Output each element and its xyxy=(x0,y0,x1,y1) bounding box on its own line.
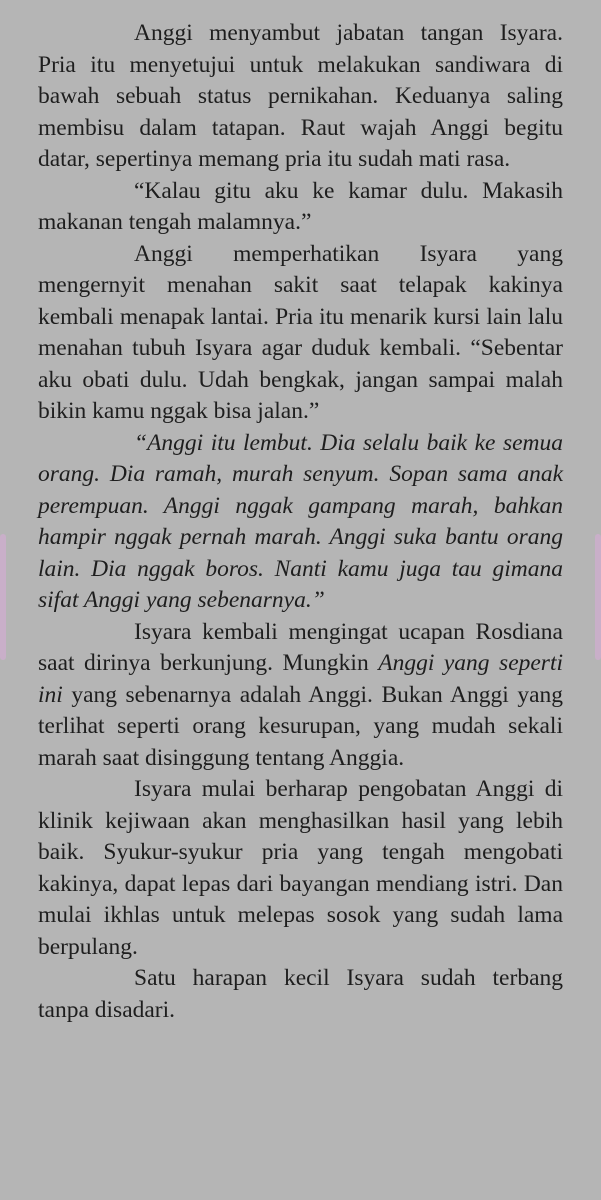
paragraph-6 xyxy=(38,774,563,963)
paragraph-2 xyxy=(38,176,563,239)
paragraph-7 xyxy=(38,963,563,1026)
paragraph-text: Anggi memperhatikan Isyara yang mengernyit menahan sakit saat telapak kakinya kembali menapak lantai. Pria itu menarik kursi lain lalu menahan tubuh Isyara agar duduk kembali. “Sebentar aku obati dulu. Udah bengkak, jangan sampai malah bikin kamu nggak bisa jalan.” xyxy=(38,240,563,424)
paragraph-text: “Kalau gitu aku ke kamar dulu. Makasih makanan tengah malamnya.” xyxy=(38,177,563,235)
paragraph-3 xyxy=(38,239,563,428)
paragraph-text: Isyara kembali mengingat ucapan Rosdiana saat dirinya berkunjung. Mungkin xyxy=(38,618,563,676)
left-page-edge-tab[interactable] xyxy=(0,534,6,660)
paragraph-text: Satu harapan kecil Isyara sudah terbang tanpa disadari. xyxy=(38,965,563,1023)
paragraph-5 xyxy=(38,617,563,775)
paragraph-text: “Anggi itu lembut. Dia selalu baik ke semua orang. Dia ramah, murah senyum. Sopan sama anak perempuan. Anggi nggak gampang marah, bahkan hampir nggak pernah marah. Anggi suka bantu orang lain. Dia nggak boros. Nanti kamu juga tau gimana sifat Anggi yang sebenarnya.” xyxy=(38,429,563,613)
paragraph-italic-phrase: Anggi yang seperti ini xyxy=(38,650,564,708)
paragraph-text: Isyara mulai berharap pengobatan Anggi di klinik kejiwaan akan menghasilkan hasil yang lebih baik. Syukur-syukur pria yang tengah mengobati kakinya, dapat lepas dari bayangan mendiang istri. Dan mulai ikhlas untuk melepas sosok yang sudah lama berpulang. xyxy=(38,776,563,960)
reading-page xyxy=(38,18,563,1026)
paragraph-text: yang sebenarnya adalah Anggi. Bukan Anggi yang terlihat seperti orang kesurupan, yang mudah sekali marah saat disinggung tentang Anggia. xyxy=(38,681,563,771)
right-page-edge-tab[interactable] xyxy=(595,534,601,660)
paragraph-4-italic-quote xyxy=(38,428,563,617)
paragraph-1 xyxy=(38,18,563,176)
paragraph-text: Anggi menyambut jabatan tangan Isyara. Pria itu menyetujui untuk melakukan sandiwara di bawah sebuah status pernikahan. Keduanya saling membisu dalam tatapan. Raut wajah Anggi begitu datar, sepertinya memang pria itu sudah mati rasa. xyxy=(38,20,563,172)
